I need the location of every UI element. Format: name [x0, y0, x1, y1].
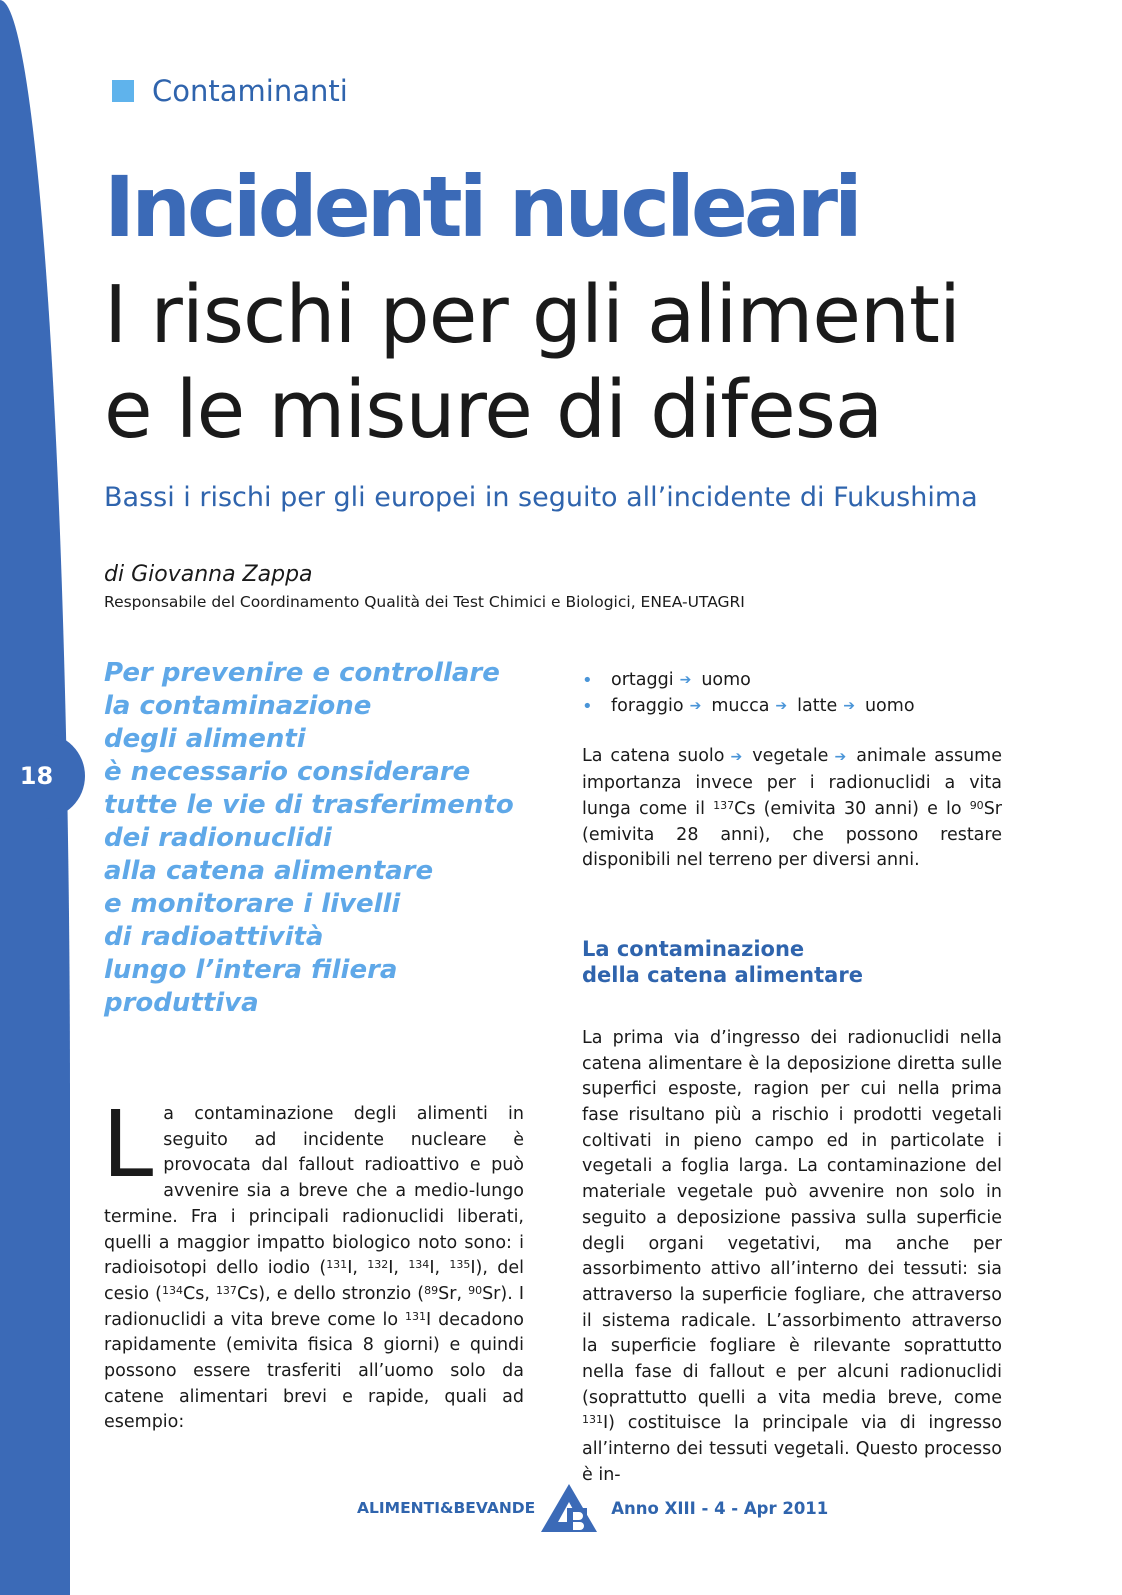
- chain-step: foraggio: [611, 695, 684, 716]
- pull-quote-line: e monitorare i livelli: [104, 889, 401, 919]
- pull-quote-line: lungo l’intera filiera: [104, 955, 398, 985]
- section-header: [112, 74, 348, 108]
- pull-quote-line: tutte le vie di trasferimento: [104, 790, 514, 820]
- superscript: 89: [424, 1283, 439, 1297]
- body-text: Cs: [182, 1283, 205, 1304]
- superscript: 134: [161, 1283, 183, 1297]
- pull-quote-line: Per prevenire e controllare: [104, 658, 500, 688]
- footer: [357, 1482, 828, 1534]
- title-line-2: I rischi per gli alimenti: [104, 269, 960, 361]
- superscript: 131: [326, 1258, 348, 1272]
- issue-info: Anno XIII - 4 - Apr 2011: [611, 1498, 829, 1518]
- pull-quote: [104, 657, 514, 1020]
- pull-quote-line: alla catena alimentare: [104, 856, 434, 886]
- chain-step: ortaggi: [611, 670, 674, 690]
- paragraph-contamination: [582, 1026, 1002, 1489]
- chain-step: latte: [797, 695, 838, 716]
- page-number: 18: [19, 762, 54, 790]
- body-text: ), e dello stronzio (: [258, 1283, 425, 1304]
- title-secondary: [104, 268, 960, 458]
- section-label: Contaminanti: [152, 74, 348, 108]
- subtitle: Bassi i rischi per gli europei in seguito all’incidente di Fukushima: [104, 482, 978, 513]
- paragraph-soil-chain: [582, 744, 1002, 874]
- pull-quote-line: di radioattività: [104, 922, 324, 952]
- chain-list-item: [582, 694, 1002, 720]
- body-text: I,: [388, 1258, 409, 1279]
- body-left-column: [102, 1091, 525, 1436]
- body-text: Sr (emivita 28 anni), che possono restare disponibili nel terreno per diversi anni.: [582, 798, 1002, 871]
- magazine-logo-icon: [539, 1482, 599, 1534]
- title-line-3: e le misure di difesa: [104, 364, 883, 456]
- body-text: Sr: [438, 1283, 457, 1304]
- pull-quote-line: degli alimenti: [104, 724, 306, 754]
- bullet-dot-icon: •: [582, 670, 593, 691]
- body-text: ,: [456, 1283, 469, 1304]
- chain-step: mucca: [711, 695, 770, 716]
- superscript: 132: [367, 1258, 389, 1272]
- arrow-right-icon: ➔: [730, 749, 743, 766]
- arrow-right-icon: ➔: [689, 697, 702, 714]
- pull-quote-line: è necessario considerare: [104, 757, 471, 787]
- body-text: Sr: [482, 1283, 501, 1304]
- superscript: 135: [449, 1258, 471, 1272]
- title-main: Incidenti nucleari: [104, 158, 859, 256]
- body-text: I,: [429, 1258, 450, 1279]
- superscript: 131: [405, 1309, 427, 1323]
- pull-quote-line: la contaminazione: [104, 691, 372, 721]
- section-heading-line: della catena alimentare: [582, 962, 863, 987]
- page-number-tab: [0, 733, 85, 819]
- arrow-right-icon: ➔: [843, 697, 855, 714]
- section-heading-line: La contaminazione: [582, 936, 805, 961]
- bullet-dot-icon: •: [582, 695, 593, 717]
- body-text: Cs (emivita 30 anni) e lo: [734, 798, 970, 819]
- superscript: 90: [468, 1283, 483, 1297]
- body-text: I: [470, 1258, 476, 1279]
- body-text: animale assume importanza invece per i radionuclidi a vita lunga come il: [582, 746, 1002, 819]
- magazine-name: ALIMENTI&BEVANDE: [357, 1499, 536, 1517]
- author: di Giovanna Zappa: [104, 562, 313, 587]
- section-heading: [582, 936, 1002, 988]
- body-text: ,: [204, 1283, 216, 1304]
- chain-step: uomo: [864, 695, 915, 716]
- body-text: ), del cesio (: [104, 1258, 525, 1304]
- body-text: I) costituisce la principale via di ingresso all’interno dei tessuti vegetali. Questo processo è in-: [582, 1413, 1002, 1485]
- body-text: Cs: [236, 1283, 259, 1304]
- body-right-column: [582, 668, 1002, 1489]
- body-text: vegetale: [752, 746, 829, 767]
- body-text: La catena suolo: [582, 746, 725, 767]
- drop-cap: L: [102, 1091, 154, 1198]
- arrow-right-icon: ➔: [834, 749, 847, 766]
- superscript: 137: [713, 798, 735, 812]
- body-text: a contaminazione degli alimenti in seguito ad incidente nucleare è provocata dal fallout radioattivo e può avvenire sia a breve che a medio-lungo termine. Fra i principali radionuclidi liberati, quelli a maggior impatto biologico noto sono: i radioisotopi dello iodio (: [104, 1104, 524, 1279]
- superscript: 137: [215, 1283, 237, 1297]
- body-text: La prima via d’ingresso dei radionuclidi nella catena alimentare è la deposizione diretta sulle superfici esposte, ragion per cui nella prima fase risultano più a rischio i prodotti vegetali coltivati in pieno campo ed in particolate i vegetali a foglia larga. La contaminazione del materiale vegetale può avvenire non solo in seguito a deposizione passiva sulla superficie degli organi vegetativi, ma anche per assorbimento attivo all’interno dei tessuti: sia attraverso la superficie fogliare, che attraverso il sistema radicale. L’assorbimento attraverso la superficie fogliare è rilevante soprattutto nella fase di fallout e per alcuni radionuclidi (soprattutto quelli a vita media breve, come: [582, 1027, 1002, 1408]
- pull-quote-line: produttiva: [104, 988, 259, 1018]
- chain-list-item: [582, 668, 1002, 694]
- pull-quote-line: dei radionuclidi: [104, 823, 332, 853]
- section-square-icon: [112, 80, 134, 102]
- body-text: I decadono rapidamente (emivita fisica 8 giorni) e quindi possono essere trasferiti all’uomo solo da catene alimentari brevi e rapide, quali ad esempio:: [104, 1309, 524, 1433]
- arrow-right-icon: ➔: [775, 697, 788, 714]
- body-text: ). I radionuclidi a vita breve come lo: [104, 1283, 524, 1330]
- chain-step: uomo: [701, 670, 751, 690]
- superscript: 134: [408, 1258, 430, 1272]
- superscript: 90: [969, 798, 984, 812]
- affiliation: Responsabile del Coordinamento Qualità dei Test Chimici e Biologici, ENEA-UTAGRI: [104, 593, 745, 611]
- superscript: 131: [582, 1413, 603, 1427]
- body-text: I,: [347, 1258, 368, 1279]
- arrow-right-icon: ➔: [679, 672, 692, 688]
